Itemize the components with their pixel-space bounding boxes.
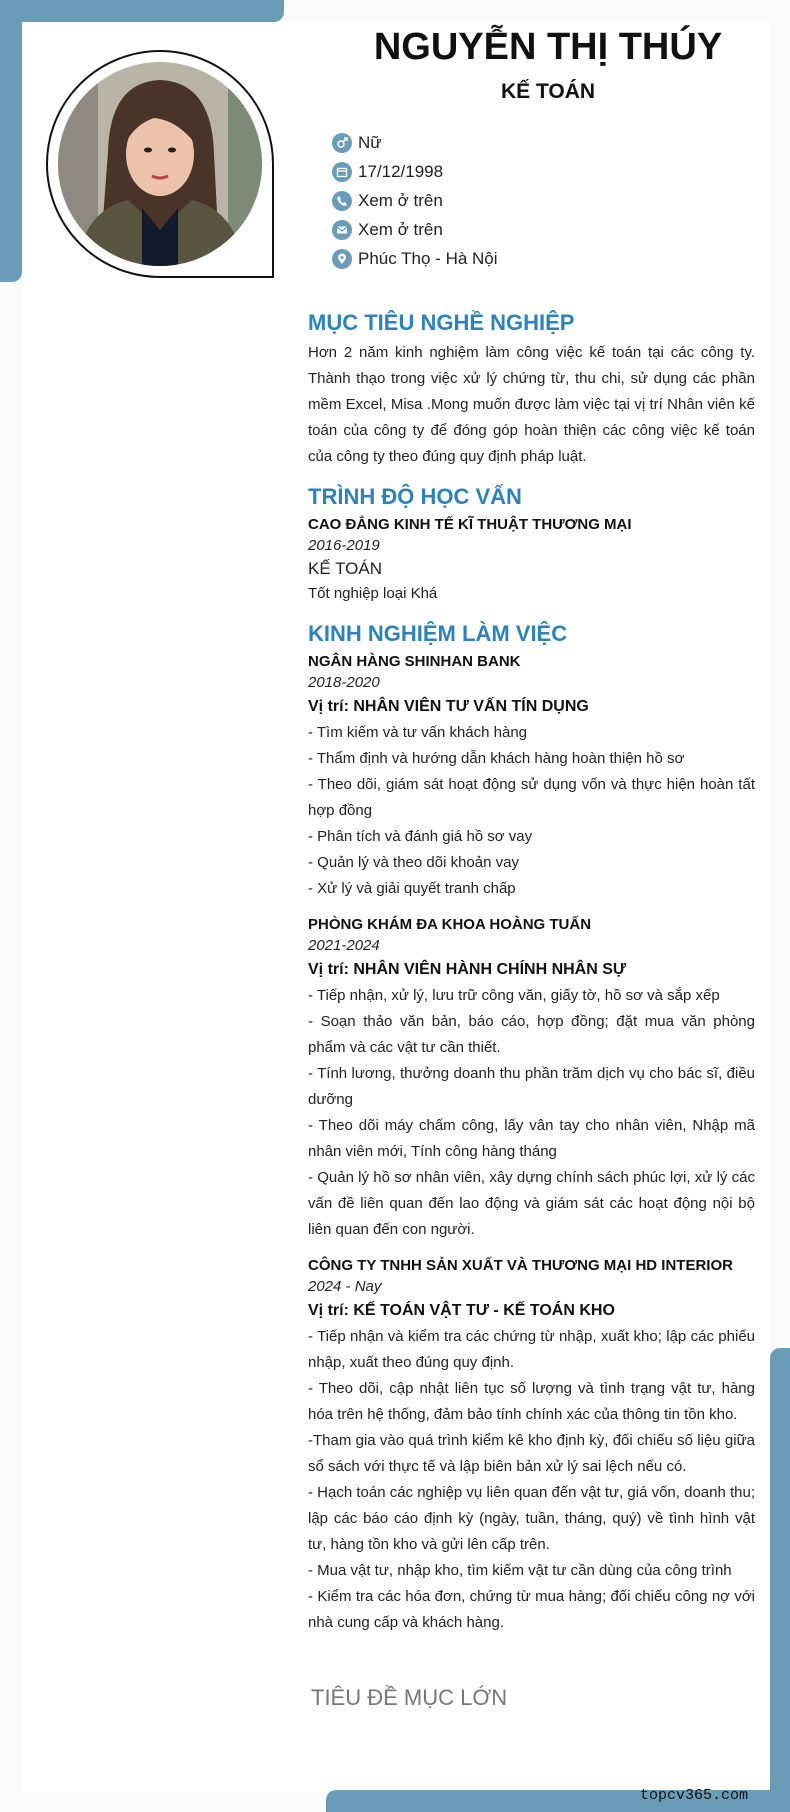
job-entry — [308, 916, 755, 1243]
job-dates: 2018-2020 — [308, 674, 380, 691]
company-name: PHÒNG KHÁM ĐA KHOA HOÀNG TUẤN — [308, 916, 592, 933]
education-note: Tốt nghiệp loại Khá — [308, 585, 438, 602]
job-role: Vị trí: NHÂN VIÊN TƯ VẤN TÍN DỤNG — [308, 698, 589, 715]
profile-photo — [58, 62, 262, 266]
job-task: - Mua vật tư, nhập kho, tìm kiếm vật tư cần dùng của công trình — [308, 1562, 732, 1579]
location-icon — [332, 249, 352, 269]
school-name: CAO ĐẲNG KINH TẾ KĨ THUẬT THƯƠNG MẠI — [308, 516, 632, 533]
job-task: - Theo dõi máy chấm công, lấy vân tay cho nhân viên, Nhập mã nhân viên mới, Tính công hàng tháng — [308, 1117, 755, 1160]
job-entry — [308, 653, 755, 902]
section-title: TRÌNH ĐỘ HỌC VẤN — [308, 484, 522, 509]
job-task: - Quản lý và theo dõi khoản vay — [308, 854, 519, 871]
job-task: - Tìm kiếm và tư vấn khách hàng — [308, 724, 528, 741]
job-task: - Xử lý và giải quyết tranh chấp — [308, 880, 516, 897]
contact-text: 17/12/1998 — [358, 161, 444, 181]
education-section — [308, 484, 755, 607]
decor-frame-top — [0, 0, 284, 22]
job-task: - Tính lương, thưởng doanh thu phần trăm dịch vụ cho bác sĩ, điều dưỡng — [308, 1065, 755, 1108]
education-major: KẾ TOÁN — [308, 559, 383, 578]
job-task: - Phân tích và đánh giá hồ sơ vay — [308, 828, 533, 845]
watermark-url: topcv365.com — [640, 1787, 749, 1804]
job-task: - Kiểm tra các hóa đơn, chứng từ mua hàng; đối chiếu công nợ với nhà cung cấp và khách hàng. — [308, 1588, 755, 1631]
job-task: - Tiếp nhận và kiểm tra các chứng từ nhập, xuất kho; lập các phiếu nhập, xuất theo đúng quy định. — [308, 1328, 755, 1371]
calendar-icon — [332, 162, 352, 182]
job-task: - Hạch toán các nghiệp vụ liên quan đến vật tư, giá vốn, doanh thu; lập các báo cáo định kỳ (ngày, tuần, tháng, quý) về tình hình vật tư, hàng tồn kho và gửi lên cấp trên. — [308, 1484, 756, 1553]
contact-text: Xem ở trên — [358, 190, 443, 210]
contact-text: Nữ — [358, 132, 382, 152]
section-title: MỤC TIÊU NGHỀ NGHIỆP — [308, 310, 575, 335]
job-task: - Thẩm định và hướng dẫn khách hàng hoàn thiện hồ sơ — [308, 750, 685, 767]
contact-birthday — [332, 157, 498, 186]
contact-email — [332, 215, 498, 244]
company-name: CÔNG TY TNHH SẢN XUẤT VÀ THƯƠNG MẠI HD INTERIOR — [308, 1257, 733, 1274]
job-role: Vị trí: NHÂN VIÊN HÀNH CHÍNH NHÂN SỰ — [308, 961, 627, 978]
objective-text: Hơn 2 năm kinh nghiệm làm công việc kế toán tại các công ty. Thành thạo trong việc xử lý chứng từ, thu chi, sử dụng các phần mềm Excel, Misa .Mong muốn được làm việc tại vị trí Nhân viên kế toán của công ty để đóng góp hoàn thiện các công việc kế toán của công ty theo đúng quy định pháp luật. — [308, 344, 755, 465]
company-name: NGÂN HÀNG SHINHAN BANK — [308, 653, 521, 670]
contact-gender — [332, 128, 498, 157]
job-task: - Theo dõi, giám sát hoạt động sử dụng vốn và thực hiện hoàn tất hợp đồng — [308, 776, 755, 819]
placeholder-section-title: TIÊU ĐỀ MỤC LỚN — [311, 1685, 508, 1710]
candidate-position: KẾ TOÁN — [500, 80, 596, 103]
gender-icon — [332, 133, 352, 153]
job-task: - Soạn thảo văn bản, báo cáo, hợp đồng; đặt mua văn phòng phẩm và các vật tư cần thiết. — [308, 1013, 755, 1056]
objective-section — [308, 310, 755, 470]
job-dates: 2021-2024 — [308, 937, 380, 954]
education-dates: 2016-2019 — [308, 537, 380, 554]
decor-frame-left — [0, 0, 22, 282]
job-dates: 2024 - Nay — [308, 1278, 382, 1295]
decor-frame-right — [770, 1348, 790, 1812]
job-task: - Quản lý hồ sơ nhân viên, xây dựng chính sách phúc lợi, xử lý các vấn đề liên quan đến lao động và giám sát các hoạt động nội bộ liên quan đến con người. — [308, 1169, 755, 1238]
contact-text: Phúc Thọ - Hà Nội — [358, 248, 498, 268]
job-entry — [308, 1257, 755, 1636]
job-task: -Tham gia vào quá trình kiểm kê kho định kỳ, đối chiếu số liệu giữa sổ sách với thực tế và lập biên bản xử lý sai lệch nếu có. — [308, 1432, 755, 1475]
section-title: KINH NGHIỆM LÀM VIỆC — [308, 621, 568, 646]
main-content — [308, 310, 755, 1636]
candidate-name: NGUYỄN THỊ THÚY — [373, 26, 723, 68]
contact-phone — [332, 186, 498, 215]
contact-address — [332, 244, 498, 273]
contact-text: Xem ở trên — [358, 219, 443, 239]
job-task: - Theo dõi, cập nhật liên tục số lượng và tình trạng vật tư, hàng hóa trên hệ thống, đảm bảo tính chính xác của thông tin tồn kho. — [308, 1380, 755, 1423]
job-task: - Tiếp nhận, xử lý, lưu trữ công văn, giấy tờ, hồ sơ và sắp xếp — [308, 987, 720, 1004]
contact-list — [332, 128, 498, 273]
phone-icon — [332, 191, 352, 211]
experience-section — [308, 621, 755, 1636]
job-role: Vị trí: KẾ TOÁN VẬT TƯ - KẾ TOÁN KHO — [308, 1302, 615, 1319]
email-icon — [332, 220, 352, 240]
